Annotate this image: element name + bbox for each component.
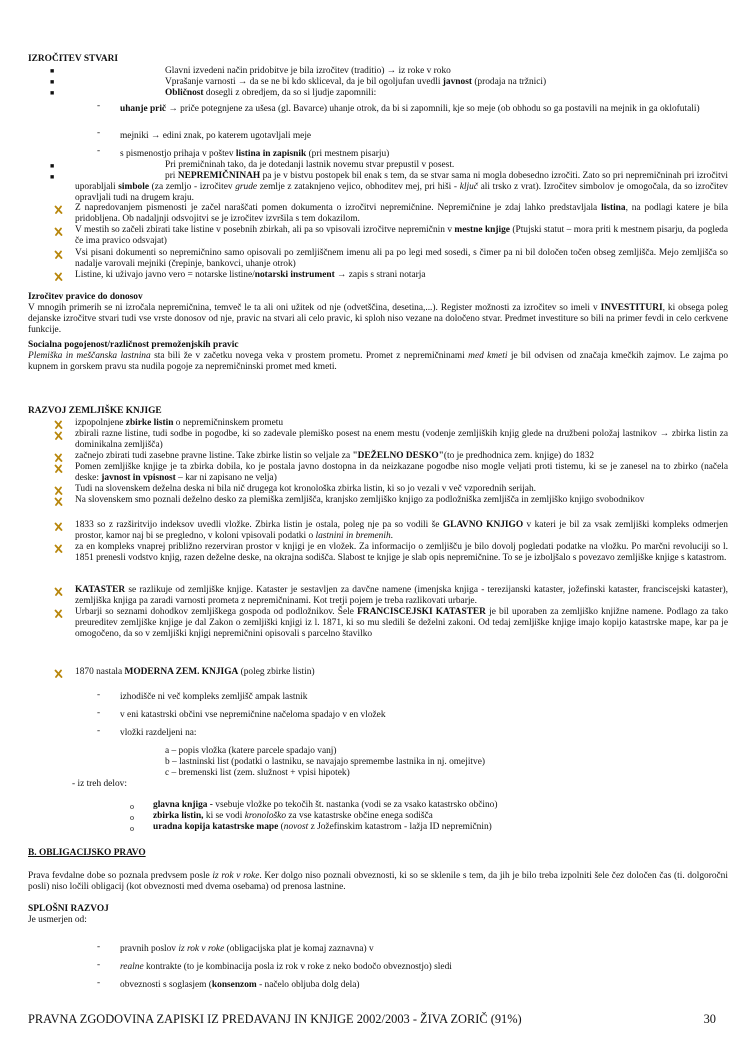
text-run: se razlikuje od zemljiške knjige. Kataster je sestavljen za davčne namene (imenjska knjiga - terezijanski kataster, jožefinski kataster, franciscejski kataster), zemljiška knjiga pa zaradi varnosti prometa z nepremičninami. Kot tretji pojem je treba razlikovati urbarje. [75,585,728,606]
cross-bullet-icon [54,227,63,236]
square-bullet-icon: ■ [50,89,55,97]
text-run: (prodaja na tržnici) [471,77,547,87]
text-run: z Jožefinskim katastrom - lažja ID nepremičnin) [308,822,492,832]
text-run: → priče potegnjene za ušesa (gl. Bavarce) uhanje otrok, da bi si zapomnili, kje so meje (ob obhodu so ga postavili na mejnik in ga oklofutali) [166,104,700,114]
text-run: je bil uporaben za zemljiško knjižne namene. Podlago za tako preureditev zemljiške knjige je dal Zakon o zemljiški knjigi iz l. 1871, ki so mu sledili še deželni zakoni. Od tedaj zemljiške knjige imajo kopijo katastrske mape, kar pa je omogočeno, da so v zemljiški knjigi nepremičnini opisovali s parcelno štavilko [75,607,729,639]
cross-item-text [75,225,728,247]
text-run: KATASTER [75,585,126,595]
text-run: → zapis s strani notarja [334,270,426,280]
cross-bullet-icon [54,486,63,495]
paragraph [28,303,728,336]
text-run: V mestih so začeli zbirati take listine v posebnih zbirkah, ali pa so vpisovali izročitve nepremičnin v [75,225,455,235]
text-run: Obličnost [165,88,204,98]
section-title-izrocitev-stvari: IZROČITEV STVARI [28,54,119,64]
text-run: listina in zapisnik [235,149,307,159]
text-run: Z napredovanjem pismenosti je začel naraščati pomen dokumenta o izročitvi nepremičnine. Nepremičnine je zdaj lahko predstavljala [75,203,602,213]
text-run: FRANCISCEJSKI KATASTER [357,607,486,617]
dash-text [120,131,728,142]
circle-bullet-icon: o [130,802,134,811]
text-run: obveznosti s soglasjem ( [120,980,212,990]
text-run: lastnini in bremenih [315,531,391,541]
text-run: kontrakte (to je kombinacija posla iz rok v roke z neko bodočo obveznostjo) sledi [143,962,452,972]
text-run: mestne knjige [454,225,510,235]
dash-bullet-icon: - [97,690,101,700]
dash-bullet-icon: - [97,960,101,970]
square-bullet-icon: ■ [50,173,55,181]
text-run: "DEŽELNO DESKO" [352,451,444,461]
text-run: zbirali razne listine, tudi sodbe in pogodbe, ki so zadevale plemiško posest na enem mestu (vodenje zemljiških knjig glede na družbeni položaj lastnikov → zbirka listin za dominikalna zemljišča) [75,429,728,450]
text-run: notarski instrument [254,270,335,280]
dash-text [120,710,728,721]
text-run: Listine, ki uživajo javno vero = notarske listine/ [75,270,255,280]
dash-bullet-icon: - [97,101,101,111]
text-run: Urbarji so seznami dohodkov zemljiškega gospoda od podložnikov. Šele [75,607,358,617]
dash-text [120,728,728,739]
text-run: uhanje prič [120,104,167,114]
page-number: 30 [703,1012,716,1026]
circle-item-text [153,800,497,811]
dash-text [120,692,728,703]
cross-item-text [75,542,728,564]
text-run: pa je v bistvu postopek bil enak s tem, da se stvar sama ni mogla dobesedno izročiti. Zato so pri nepremičninah pri izročitvi uporabljali [75,171,728,192]
cross-bullet-icon [54,420,63,429]
text-run: med kmeti [468,351,508,361]
section-title-socialna-pogojenost: Socialna pogojenost/različnost premoženjskih pravic [28,340,239,350]
text-run: . Ker dolgo niso poznali obveznosti, ki so se sklenile s tem, da jih je bilo treba izpolniti šele čez določen čas (ti. dolgoročni posli) niso ločili obligacij (kot obveznosti med dvema osebama) od prenosa lastnine. [28,871,728,892]
dash-text [120,149,728,160]
cross-bullet-icon [54,272,63,281]
dash-text [120,980,728,991]
text-run: (poleg zbirke listin) [238,667,315,677]
text-run: grude [235,182,258,192]
text-run: sta bili že v začetku novega veka v prostem prometu. Promet z nepremičninami [150,351,469,361]
cross-item-text [75,451,728,462]
dash-bullet-icon: - [97,978,101,988]
text-run: 1870 nastala [75,667,125,677]
text-run: - načelo obljuba dolg dela) [256,980,360,990]
circle-bullet-icon: o [130,813,134,822]
text-run: , na podlagi katere je bila pridobljena. Ob nadaljnji odsvojitvi se je izročitev izvršila s tem dokazilom. [75,203,728,224]
text-run: Prava fevdalne dobe so poznala predvsem posle [28,871,213,881]
text-run: v kateri je bil za vsak zemljiški kompleks odmerjen prostor, kamor naj bi se pregledno, v koloni vpisovali podatki o [75,520,728,541]
dash-bullet-icon: - [97,146,101,156]
three-parts-label: - iz treh delov: [72,779,127,789]
bullet-text [75,171,728,204]
text-run: javnost in vpisnost [101,473,176,483]
text-run: Glavni izvedeni način pridobitve je bila izročitev (traditio) → iz roke v roko [165,66,451,76]
text-run: izpopolnjene [75,418,126,428]
text-run: , ki obsega poleg dejanske izročitve stvari tudi vse vrste donosov od nje, pravic na stvari ali celo pravic, ki sploh niso vezane na določeno stvar. Predmet investiture so bili na primer fevdi in celo cerkvene funkcije. [28,303,728,335]
cross-bullet-icon [54,609,63,618]
cross-bullet-icon [54,522,63,531]
text-run: iz rok v roke [212,871,260,881]
text-run: mejniki → edini znak, po katerem ugotavljali meje [120,131,312,141]
cross-bullet-icon [54,431,63,440]
text-run: Na slovenskem smo poznali deželno desko za plemiška zemljišča, kranjsko zemljiško knjigo za podložniška zemljišča in zemljiško knjigo svobodnikov [75,495,645,505]
text-run: začnejo zbirati tudi zasebne pravne listine. Take zbirke listin so veljale za [75,451,353,461]
text-run: vložki razdeljeni na: [120,728,197,738]
text-run: iz rok v roke [178,944,225,954]
text-run: ki se vodi [203,811,245,821]
intro-text: Je usmerjen od: [28,915,87,925]
text-run: INVESTITURI [600,303,663,313]
text-run: . [390,531,393,541]
square-bullet-icon: ■ [50,78,55,86]
cross-bullet-icon [54,587,63,596]
text-run: pravnih poslov [120,944,179,954]
square-bullet-icon: ■ [50,67,55,75]
cross-bullet-icon [54,453,63,462]
section-title-obligacijsko-pravo: B. OBLIGACIJSKO PRAVO [28,848,146,858]
text-run: NEPREMIČNINAH [177,171,261,181]
text-run: listina [601,203,626,213]
text-run: v eni katastrski občini vse nepremičnine načeloma spadajo v en vložek [120,710,386,720]
cross-bullet-icon [54,250,63,259]
cross-item-text [75,418,728,429]
text-run: Tudi na slovenskem deželna deska ni bila nič drugega kot kronološka zbirka listin, ki so jo vezali v več vzporednih serijah. [75,484,536,494]
text-run: MODERNA ZEM. KNJIGA [124,667,239,677]
text-run: za vse katastrske občine enega sodišča [286,811,433,821]
part-item: a – popis vložka (katere parcele spadajo vanj) [165,746,337,756]
bullet-text [165,77,546,88]
cross-item-text [75,429,728,451]
section-title-izrocitev-pravice: Izročitev pravice do donosov [28,292,143,302]
text-run: (to je predhodnica zem. knjige) do 1832 [443,451,595,461]
text-run: V mnogih primerih se ni izročala nepremičnina, temveč le ta ali oni užitek od nje (odvetščina, desetina,...). Register možnosti za izročitev so imeli v [28,303,601,313]
text-run: ključ [459,182,478,192]
cross-bullet-icon [54,669,63,678]
paragraph [28,871,728,893]
cross-item-text [75,607,728,640]
text-run: ali trsko z vrat). Izročitev simbolov je omogočala, da so izročitev opravljali tudi na drugem kraju. [75,182,728,203]
cross-bullet-icon [54,205,63,214]
text-run: s pismenostjo prihaja v poštev [120,149,236,159]
bullet-text [165,66,451,77]
cross-item-text [75,585,728,607]
dash-bullet-icon: - [97,942,101,952]
text-run: zemlje z zataknjeno vejico, obhoditev mej, pri hiši - [257,182,460,192]
dash-bullet-icon: - [97,128,101,138]
text-run: novost [283,822,309,832]
text-run: zbirka listin, [153,811,204,821]
text-run: – kar ni zapisano ne velja) [175,473,277,483]
text-run: javnost [442,77,472,87]
text-run: Vsi pisani dokumenti so nepremičnino samo opisovali po zemljiščnem imenu ali pa po legi med sosedi, s čimer pa ni bil določen točen obseg zemljišča. Mejo zemljišča so nadalje varovali mejniki (črepinje, bankovci, uhanje otrok) [75,248,728,269]
text-run: ( [278,822,284,832]
text-run: realne [120,962,144,972]
part-item: c – bremenski list (zem. služnost + vpisi hipotek) [165,768,350,778]
dash-bullet-icon: - [97,726,101,736]
text-run: Vprašanje varnosti → da se ne bi kdo skliceval, da je bil ogoljufan uvedli [165,77,443,87]
text-run: za en kompleks vnaprej približno rezerviran prostor v knjigi je en vložek. Za informacijo o zemljišču je bilo dovolj pogledati podatke na vložku. Po marčni revoluciji so l. 1851 prenesli vodstvo knjig, razen deželne deske, na okrajna sodišča. Slabost te knjige je slab opis nepremičnine. To se je izboljšalo s povezavo zemljiške knjige s katastrom. [75,542,728,563]
text-run: kronološko [244,811,287,821]
bullet-text [165,88,376,99]
text-run: pri [165,171,178,181]
text-run: Pri premičninah tako, da je dotedanji lastnik novemu stvar prepustil v posest. [165,160,455,170]
circle-bullet-icon: o [130,824,134,833]
cross-bullet-icon [54,497,63,506]
text-run: (obligacijska plat je komaj zaznavna) v [224,944,374,954]
bullet-text [165,160,454,171]
cross-item-text [75,203,728,225]
cross-item-text [75,484,728,495]
dash-bullet-icon: - [97,708,101,718]
text-run: dosegli z obredjem, da so si ljudje zapomnili: [203,88,377,98]
text-run: uradna kopija katastrske mape [153,822,279,832]
text-run: 1833 so z razširitvijo indeksov uvedli vložke. Zbirka listin je ostala, poleg nje pa so vodili še [75,520,443,530]
text-run: o nepremičninskem prometu [173,418,284,428]
section-title-razvoj-zemljiske-knjige: RAZVOJ ZEMLJIŠKE KNJIGE [28,406,162,416]
section-title-splosni-razvoj: SPLOŠNI RAZVOJ [28,904,109,914]
cross-item-text [75,667,728,678]
text-run: (pri mestnem pisarju) [306,149,390,159]
square-bullet-icon: ■ [50,162,55,170]
cross-item-text [75,248,728,270]
text-run: Pomen zemljiške knjige je ta zbirka dobila, ko je postala javno dostopna in da neizkazane pogodbe niso mogle veljati proti tistemu, ki se je zanesel na to zbirko (načela deske: [75,462,728,483]
text-run: (za zemljo - izročitev [149,182,236,192]
text-run: (Ptujski statut – mora priti k mestnem pisarju, da pogleda če ima pravico odsvajat) [75,225,728,246]
cross-bullet-icon [54,544,63,553]
cross-item-text [75,495,728,506]
dash-text [120,104,728,115]
text-run: konsenzom [211,980,257,990]
paragraph [28,351,728,373]
text-run: je bil odvisen od značaja kmečkih zajmov. Le zajma po kupnem in gorskem pravu sta nudila pogoje za nepremičninski promet med kmeti. [28,351,729,372]
text-run: GLAVNO KNJIGO [442,520,524,530]
text-run: glavna knjiga - [153,800,213,810]
text-run: vsebuje vložke po tekočih št. nastanka (vodi se za vsako katastrsko občino) [212,800,498,810]
text-run: Plemiška in meščanska lastnina [28,351,151,361]
cross-item-text [75,462,728,484]
cross-item-text [75,520,728,542]
dash-text [120,962,728,973]
dash-text [120,944,728,955]
circle-item-text [153,822,492,833]
page-footer: PRAVNA ZGODOVINA ZAPISKI IZ PREDAVANJ IN KNJIGE 2002/2003 - ŽIVA ZORIČ (91%) [28,1012,522,1026]
text-run: zbirke listin [125,418,174,428]
text-run: simbole [118,182,150,192]
part-item: b – lastninski list (podatki o lastniku, se navajajo spremembe lastnika in nj. omejitve) [165,757,485,767]
cross-bullet-icon [54,464,63,473]
circle-item-text [153,811,433,822]
cross-item-text [75,270,728,281]
text-run: izhodišče ni več kompleks zemljišč ampak lastnik [120,692,308,702]
